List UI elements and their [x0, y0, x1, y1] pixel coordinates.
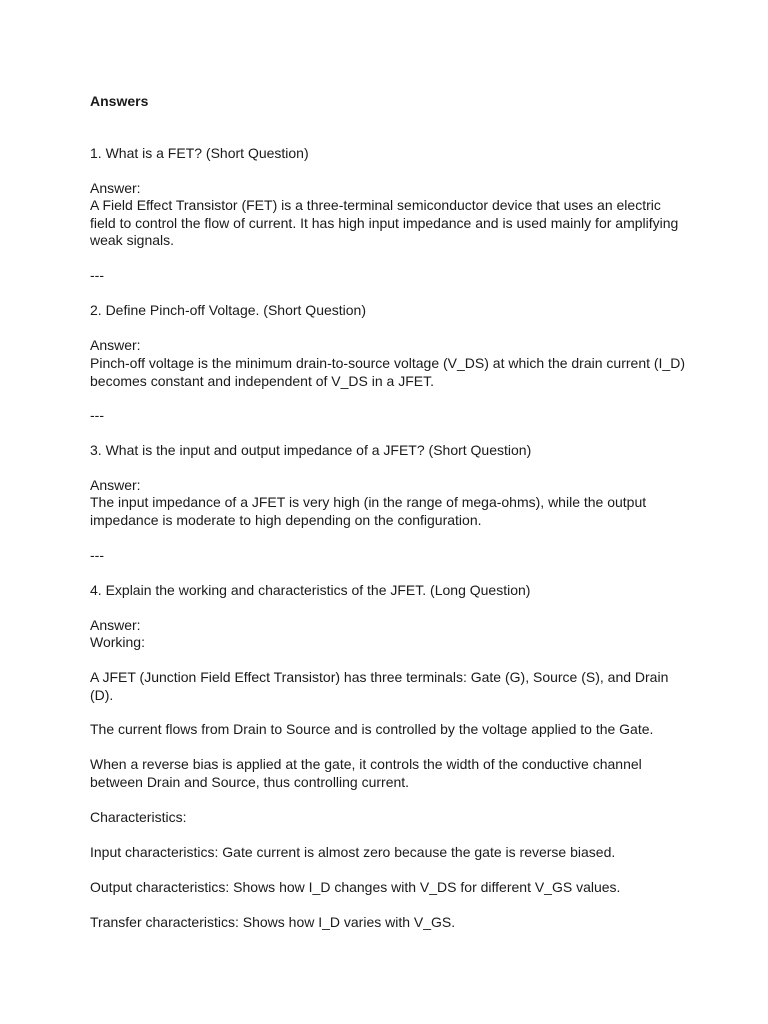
working-label: Working: [90, 634, 145, 650]
answer-label-1: Answer: [90, 180, 141, 196]
separator-1: --- [90, 267, 104, 283]
question-4: 4. Explain the working and characteristics of the JFET. (Long Question) [90, 582, 531, 598]
question-3: 3. What is the input and output impedance of a JFET? (Short Question) [90, 442, 532, 458]
characteristics-label: Characteristics: [90, 809, 187, 825]
answer-text-3: The input impedance of a JFET is very high (in the range of mega-ohms), while the output impedance is moderate to high depending on the configuration. [90, 494, 647, 528]
working-paragraph-3: When a reverse bias is applied at the gate, it controls the width of the conductive channel between Drain and Source, thus controlling current. [90, 756, 642, 790]
working-paragraph-1: A JFET (Junction Field Effect Transistor) has three terminals: Gate (G), Source (S), and Drain (D). [90, 669, 669, 703]
answer-label-4: Answer: [90, 617, 141, 633]
answer-label-3: Answer: [90, 477, 141, 493]
output-characteristics: Output characteristics: Shows how I_D changes with V_DS for different V_GS values. [90, 879, 621, 895]
separator-3: --- [90, 547, 104, 563]
answer-label-2: Answer: [90, 337, 141, 353]
input-characteristics: Input characteristics: Gate current is almost zero because the gate is reverse biased. [90, 844, 616, 860]
document-heading: Answers [90, 93, 149, 109]
working-paragraph-2: The current flows from Drain to Source and is controlled by the voltage applied to the Gate. [90, 721, 654, 737]
question-1: 1. What is a FET? (Short Question) [90, 145, 309, 161]
question-2: 2. Define Pinch-off Voltage. (Short Question) [90, 302, 367, 318]
answer-text-1: A Field Effect Transistor (FET) is a three-terminal semiconductor device that uses an electric field to control the flow of current. It has high input impedance and is used mainly for amplifying weak signals. [90, 197, 679, 248]
answer-text-2: Pinch-off voltage is the minimum drain-to-source voltage (V_DS) at which the drain current (I_D) becomes constant and independent of V_DS in a JFET. [90, 355, 685, 389]
separator-2: --- [90, 407, 104, 423]
transfer-characteristics: Transfer characteristics: Shows how I_D varies with V_GS. [90, 914, 456, 930]
